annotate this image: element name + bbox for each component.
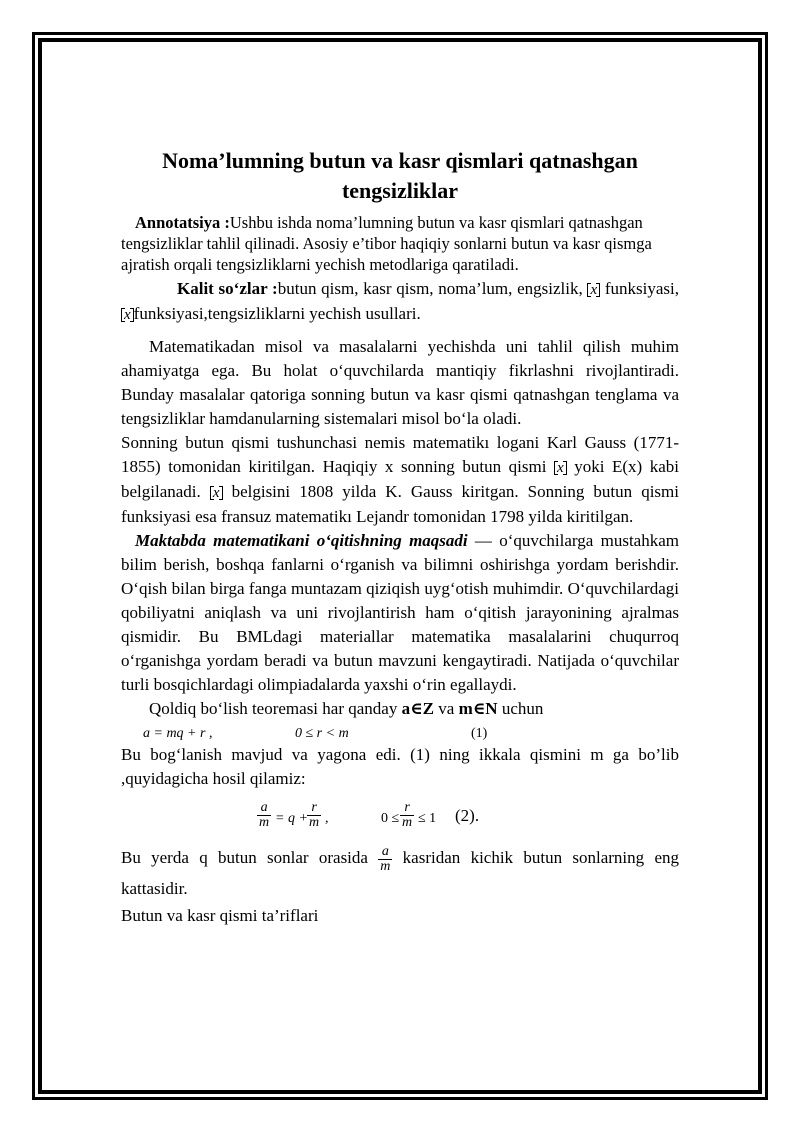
paragraph-3-emphasis: Maktabda matematikani o‘qitishning maqsadi (135, 531, 468, 550)
paragraph-5-part-a: Bu yerda q butun sonlar orasida (121, 848, 379, 867)
annotation-text: Ushbu ishda noma’lumning butun va kasr qismlari qatnashgan tengsizliklar tahlil qilinadi. Asosiy e’tibor haqiqiy sonlarni butun va kasr qismga ajratish orqali tengsizliklarni yechish metodlariga qaratiladi. (121, 213, 652, 274)
document-body (121, 146, 679, 928)
inline-numerator-a: a (378, 845, 392, 860)
keywords-text-c: funksiyasi,tengsizliklarni yechish usullari. (133, 304, 421, 323)
inline-fraction-a-over-m (378, 845, 392, 874)
annotation-paragraph (121, 212, 679, 275)
document-title (121, 146, 679, 206)
annotation-label: Annotatsiya : (135, 213, 230, 232)
floor-x-symbol: x (587, 282, 600, 298)
theorem-text-b: va (434, 699, 459, 718)
paragraph-5 (121, 843, 679, 904)
keywords-text-b: funksiyasi, (600, 279, 679, 298)
section-heading-definitions: Butun va kasr qismi ta’riflari (121, 905, 319, 925)
fraction-numerator-r-2: r (400, 801, 414, 816)
equation-1 (121, 721, 679, 743)
fraction-denominator-m-2: m (309, 815, 320, 830)
fraction-denominator-m-3: m (402, 815, 413, 830)
paragraph-1: Matematikadan misol va masalalarni yechishda uni tahlil qilish muhim ahamiyatga ega. Bu holat o‘quvchilarda mantiqiy fikrlashni rivojlantiradi. Bunday masalalar qatoriga sonning butun va kasr qismi qatnashgan tenglama va tengsizliklar hamdanularning sistemalari misol bo‘la oladi. (121, 337, 679, 428)
theorem-a-in-z: a∈Z (401, 699, 435, 718)
fraction-x-symbol: x (121, 307, 134, 323)
paragraph-2-part-c: belgisini 1808 yilda K. Gauss kiritgan. Sonning butun qismi funksiyasi esa fransuz matematikı Lejandr tomonidan 1798 yilda kiritilgan. (121, 482, 679, 526)
keywords-text-a: butun qism, kasr qism, noma’lum, engsizlik, (277, 279, 588, 298)
fraction-numerator-r: r (307, 801, 321, 816)
theorem-statement (121, 697, 679, 721)
inline-denominator-m: m (380, 858, 391, 874)
fraction-r-over-m (307, 801, 321, 830)
fraction-numerator-a: a (257, 801, 271, 816)
title-line-2: tengsizliklar (341, 178, 459, 203)
equation-1-right: 0 ≤ r < m (295, 726, 349, 741)
equation-2-comma: , (325, 811, 329, 826)
paragraph-2-part-a: Sonning butun qismi tushunchasi nemis matematikı logani Karl Gauss (1771-1855) tomonidan kiritilgan. Haqiqiy x sonning butun qismi (121, 433, 679, 476)
keywords-paragraph (121, 277, 679, 327)
paragraph-5-part-b: kasridan kichik butun sonlarning eng kattasidir. (121, 848, 679, 898)
paragraph-4: Bu bog‘lanish mavjud va yagona edi. (1) ning ikkala qismini m ga bo’lib ,quyidagicha hosil qilamiz: (121, 745, 679, 788)
fraction-a-over-m (257, 801, 271, 830)
fraction-denominator-m: m (259, 815, 270, 830)
equation-2-zero-le: 0 ≤ (381, 811, 400, 826)
theorem-m-in-n: m∈N (458, 699, 498, 718)
equation-1-number: (1) (471, 726, 488, 741)
paragraph-3 (121, 529, 679, 697)
equation-2 (121, 795, 679, 839)
theorem-text-a: Qoldiq bo‘lish teoremasi har qanday (149, 699, 402, 718)
paragraph-2 (121, 431, 679, 529)
fraction-r-over-m-2 (400, 801, 414, 830)
title-line-1: Noma’lumning butun va kasr qismlari qatnashgan (162, 148, 638, 173)
equation-2-le-1: ≤ 1 (418, 811, 437, 826)
keywords-label: Kalit so‘zlar : (177, 279, 278, 298)
equation-1-left: a = mq + r , (143, 726, 213, 741)
floor-x-symbol-2: x (554, 460, 567, 476)
floor-x-symbol-3: x (210, 485, 223, 501)
equation-2-number: (2). (455, 806, 480, 825)
equation-2-equals-q: = q + (275, 811, 308, 826)
paragraph-2-part-b: yoki E(x) kabi belgilanadi. (121, 457, 679, 501)
paragraph-3-text: — o‘quvchilarga mustahkam bilim berish, boshqa fanlarni o‘rganish va bilimni oshirishga yordam berishdir. O‘qish bilan birga fanga muntazam qiziqish uyg‘otish muhimdir. O‘quvchilardagi qobiliyatni aniqlash va uni rivojlantirish ham o‘qitish jarayonining ajralmas qismidir. Bu BMLdagi materiallar matematika masalalarini chuqurroq o‘rganishga yordam beradi va butun mavzuni kengaytiradi. Natijada o‘quvchilar turli bosqichlardagi olimpiadalarda yaxshi o‘rin egallaydi. (121, 531, 679, 694)
theorem-text-c: uchun (497, 699, 544, 718)
